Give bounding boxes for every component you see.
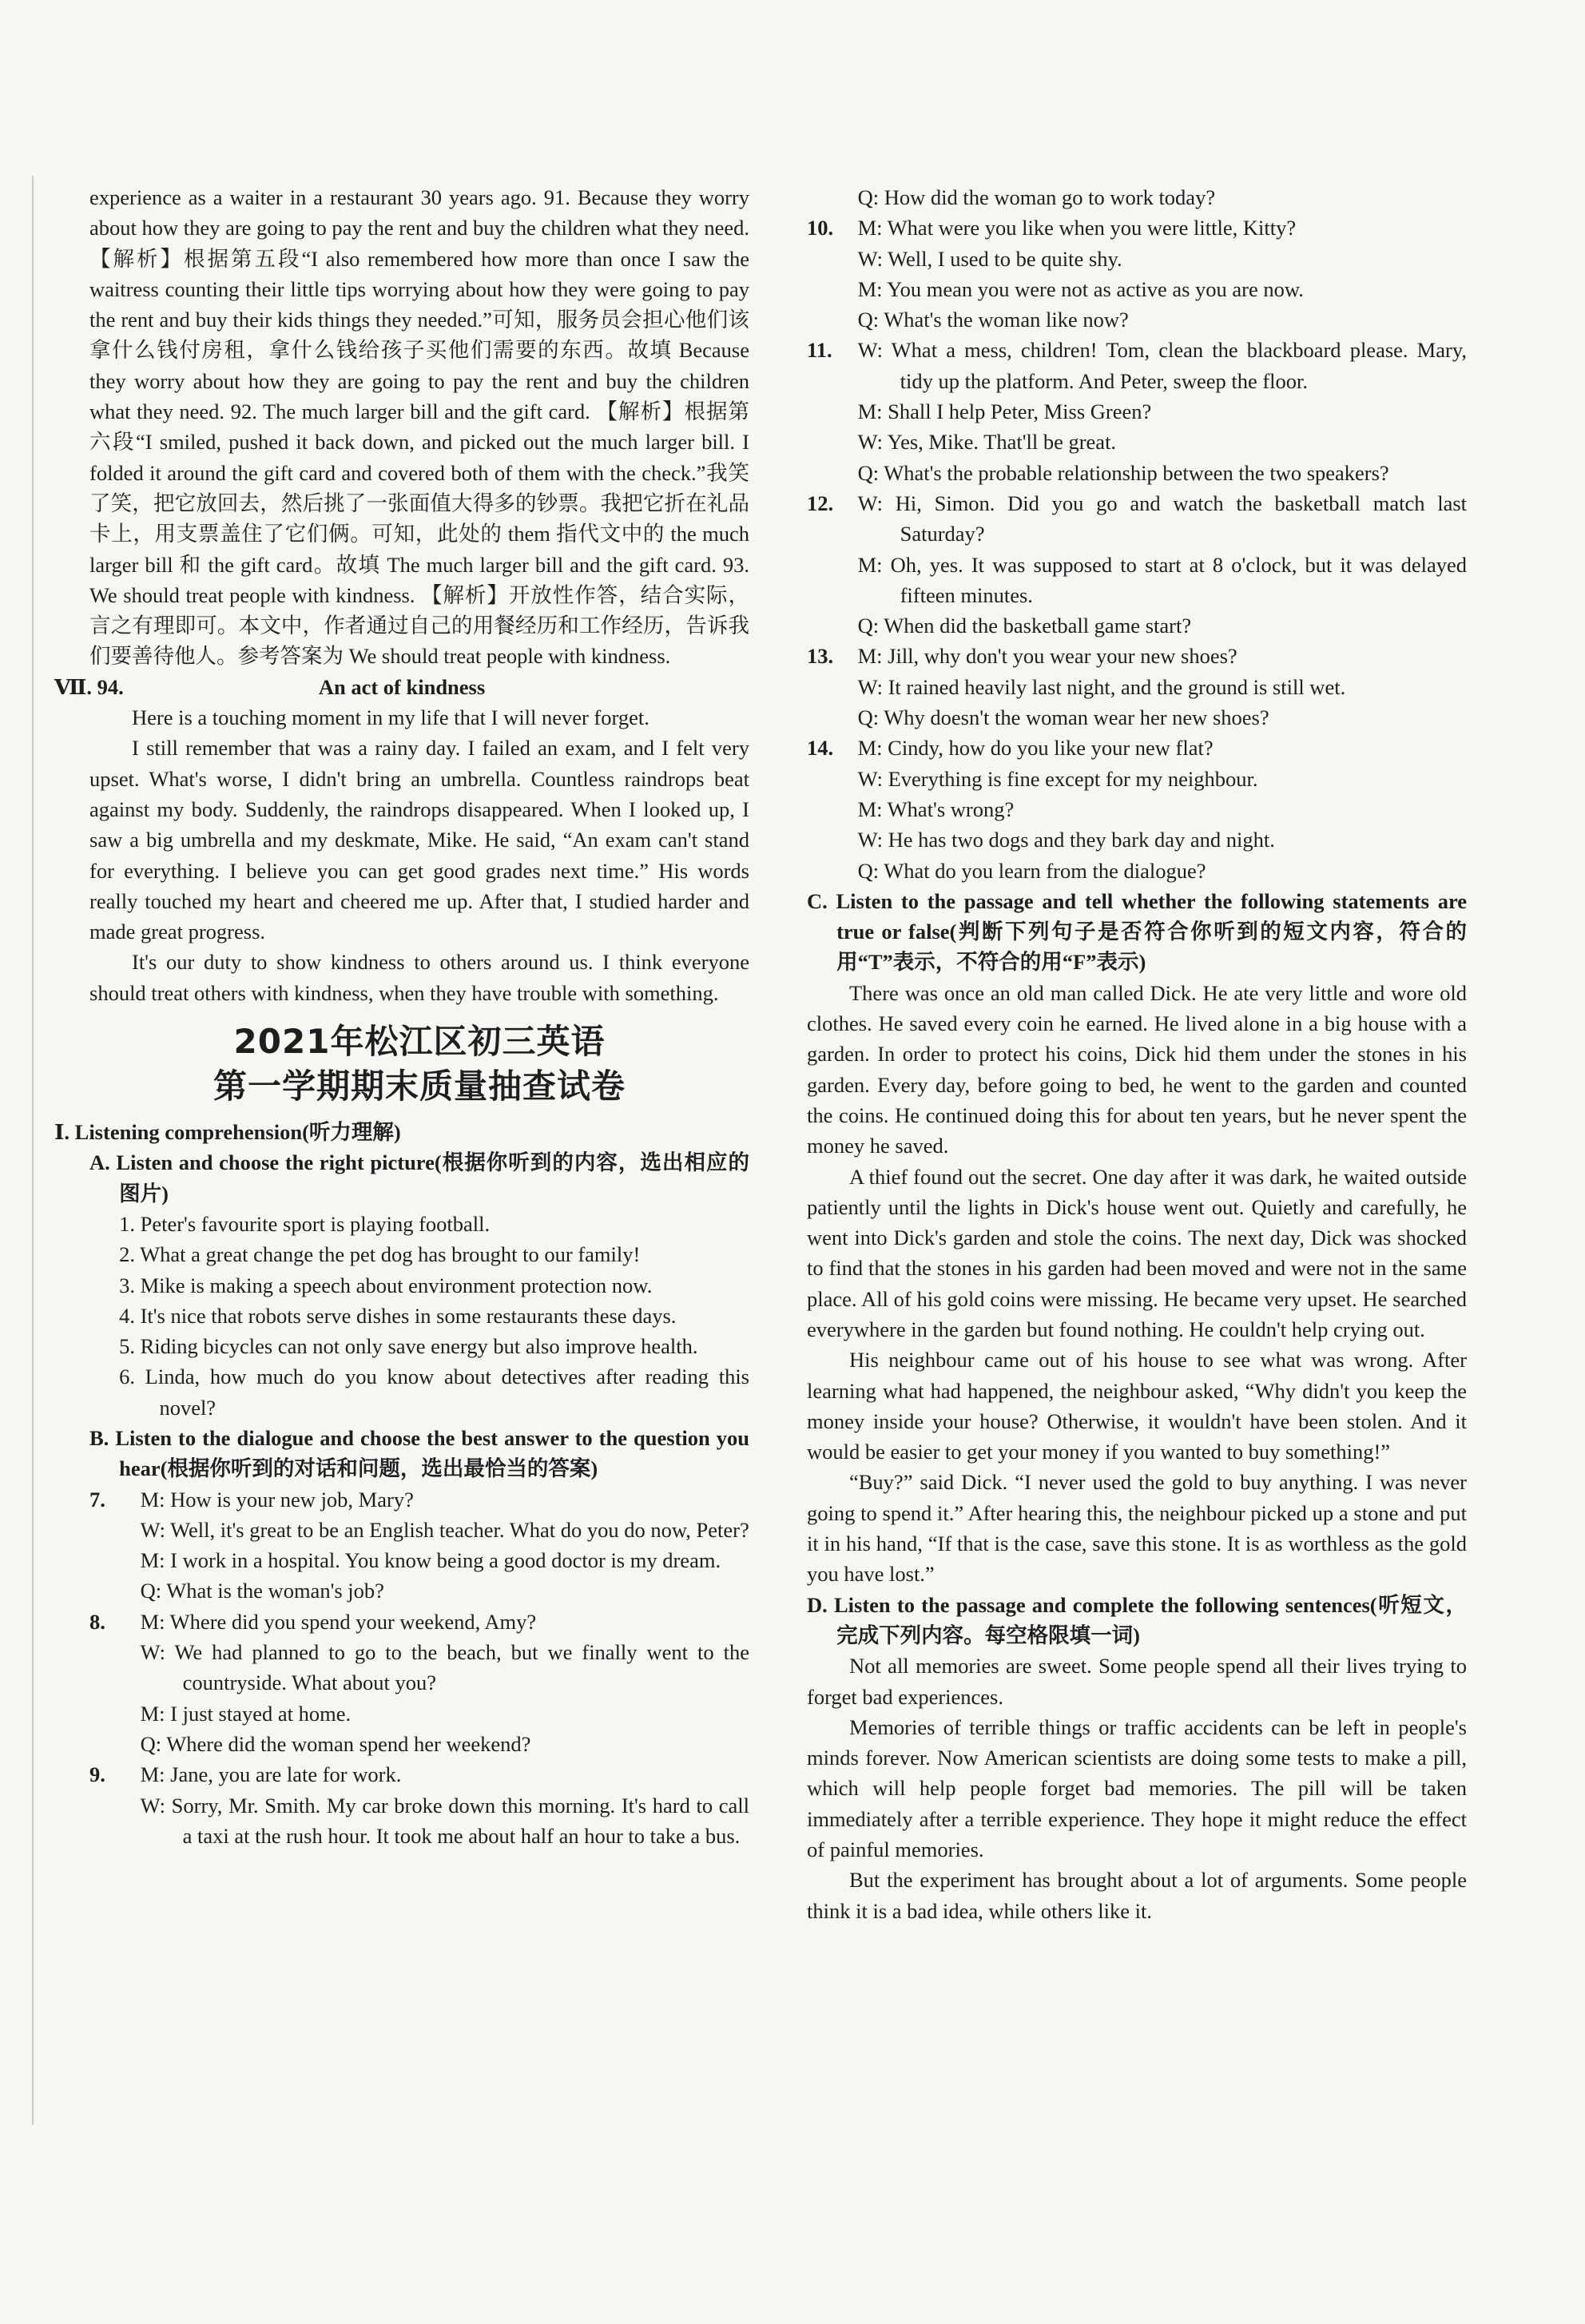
- exam-title-line1: 2021年松江区初三英语: [233, 1022, 606, 1062]
- dialogue-line: W: Hi, Simon. Did you go and watch the basketball match last Saturday?: [857, 491, 1467, 546]
- part-d-heading: D. Listen to the passage and complete the following sentences(听短文，完成下列内容。每空格限填一词): [807, 1592, 1467, 1647]
- dialogue-line: Q: What do you learn from the dialogue?: [857, 858, 1206, 883]
- part-b-heading: B. Listen to the dialogue and choose the best answer to the question you hear(根据你听到的对话和问题，选出最恰当的答案): [89, 1425, 749, 1481]
- left-column: [54, 182, 749, 1851]
- part-a-item: 1. Peter's favourite sport is playing football.: [119, 1211, 491, 1236]
- dialogue-line: M: Jill, why don't you wear your new shoes?: [857, 644, 1237, 669]
- dialogue-line: W: He has two dogs and they bark day and night.: [857, 828, 1275, 852]
- part-d-paragraph: Not all memories are sweet. Some people spend all their lives trying to forget bad experiences.: [807, 1654, 1467, 1709]
- dialogue-line: Q: What's the woman like now?: [857, 308, 1129, 332]
- part-a-item: 2. What a great change the pet dog has brought to our family!: [119, 1242, 641, 1267]
- essay-paragraph: Here is a touching moment in my life that I will never forget.: [132, 705, 649, 730]
- exam-title: [89, 1019, 749, 1109]
- dialogue-line: W: Everything is fine except for my neighbour.: [857, 766, 1258, 791]
- answer-block: experience as a waiter in a restaurant 30 years ago. 91. Because they worry about how they are going to pay the rent and buy the children what they need. 【解析】根据第五段“I also remembered how more than once I saw the waitress counting their little tips worrying about how they were going to pay the rent and buy their kids things they needed.”可知，服务员会担心他们该拿什么钱付房租，拿什么钱给孩子买他们需要的东西。故填 Because they worry about how they are going to pay the rent and buy the children what they need. 92. The much larger bill and the gift card. 【解析】根据第六段“I smiled, pushed it back down, and picked out the much larger bill. I folded it around the gift card and covered both of them with the check.”我笑了笑，把它放回去，然后挑了一张面值大得多的钞票。我把它折在礼品卡上，用支票盖住了它们俩。可知，此处的 them 指代文中的 the much larger bill 和 the gift card。故填 The much larger bill and the gift card. 93. We should treat people with kindness. 【解析】开放性作答，结合实际，言之有理即可。本文中，作者通过自己的用餐经历和工作经历，告诉我们要善待他人。参考答案为 We should treat people with kindness.: [89, 185, 749, 669]
- section-heading-listening: Ⅰ. Listening comprehension(听力理解): [54, 1120, 401, 1145]
- dialogue-number: 8.: [89, 1609, 105, 1634]
- dialogue-9-question: Q: How did the woman go to work today?: [857, 185, 1216, 209]
- dialogue-line: M: How is your new job, Mary?: [140, 1487, 414, 1512]
- essay-paragraph: It's our duty to show kindness to others around us. I think everyone should treat others with kindness, when they have trouble with something.: [89, 950, 749, 1005]
- page-binding-edge: [32, 176, 34, 2125]
- part-c-paragraph: There was once an old man called Dick. He ate very little and wore old clothes. He saved every coin he earned. He lived alone in a big house with a garden. In order to protect his coins, Dick hid them under the stones in his garden. Every day, before going to bed, he went to the garden and counted the coins. He continued doing this for about ten years, but he never spent the money he saved.: [807, 980, 1467, 1158]
- dialogue-14: [807, 733, 1467, 885]
- dialogue-13: [807, 641, 1467, 733]
- dialogue-line: W: Well, I used to be quite shy.: [857, 246, 1122, 271]
- dialogue-9: [89, 1759, 749, 1851]
- dialogue-number: 14.: [807, 736, 834, 761]
- dialogue-line: M: I just stayed at home.: [140, 1701, 352, 1726]
- part-c-heading: C. Listen to the passage and tell whether the following statements are true or false(判断下列句子是否符合你听到的短文内容，符合的用“T”表示，不符合的用“F”表示): [807, 888, 1467, 975]
- dialogue-line: W: What a mess, children! Tom, clean the blackboard please. Mary, tidy up the platform. And Peter, sweep the floor.: [857, 338, 1467, 393]
- part-c-paragraph: His neighbour came out of his house to see what was wrong. After learning what had happened, the neighbour asked, “Why didn't you keep the money inside your house? Otherwise, it wouldn't have been stolen. And it would be easier to get your money if you wanted to buy something!”: [807, 1348, 1467, 1464]
- part-c-paragraph: A thief found out the secret. One day after it was dark, he waited outside patiently until the lights in Dick's house went out. Quietly and carefully, he went into Dick's garden and stole the coins. The next day, Dick was shocked to find that the stones in his garden had been moved and were not in the same place. All of his gold coins were missing. He became very upset. He searched everywhere in the garden but found nothing. He couldn't help crying out.: [807, 1164, 1467, 1341]
- dialogue-8: [89, 1607, 749, 1759]
- dialogue-line: M: What were you like when you were little, Kitty?: [857, 216, 1297, 240]
- dialogue-line: Q: When did the basketball game start?: [857, 614, 1192, 638]
- dialogue-number: 12.: [807, 491, 834, 515]
- part-a-heading: A. Listen and choose the right picture(根据你听到的内容，选出相应的图片): [89, 1150, 749, 1206]
- part-a-item: 5. Riding bicycles can not only save energy but also improve health.: [119, 1334, 698, 1359]
- dialogue-number: 10.: [807, 216, 834, 240]
- part-a-item: 3. Mike is making a speech about environment protection now.: [119, 1273, 653, 1297]
- dialogue-line: W: Sorry, Mr. Smith. My car broke down this morning. It's hard to call a taxi at the rush hour. It took me about half an hour to take a bus.: [140, 1793, 749, 1848]
- dialogue-line: Q: Why doesn't the woman wear her new shoes?: [857, 705, 1269, 730]
- essay-number: Ⅶ. 94.: [54, 674, 124, 699]
- dialogue-12: [807, 488, 1467, 641]
- part-d-paragraph: But the experiment has brought about a lot of arguments. Some people think it is a bad idea, while others like it.: [807, 1868, 1467, 1923]
- dialogue-number: 9.: [89, 1762, 105, 1787]
- part-a-item: 4. It's nice that robots serve dishes in some restaurants these days.: [119, 1303, 677, 1328]
- dialogue-line: W: Yes, Mike. That'll be great.: [857, 430, 1117, 455]
- dialogue-line: Q: Where did the woman spend her weekend?: [140, 1731, 531, 1756]
- dialogue-line: M: Where did you spend your weekend, Amy?: [140, 1609, 537, 1634]
- dialogue-line: M: I work in a hospital. You know being a good doctor is my dream.: [140, 1548, 721, 1573]
- dialogue-line: W: We had planned to go to the beach, but we finally went to the countryside. What about you?: [140, 1640, 749, 1695]
- dialogue-number: 13.: [807, 644, 834, 669]
- part-a-item: 6. Linda, how much do you know about detectives after reading this novel?: [119, 1365, 749, 1420]
- exam-title-line2: 第一学期期末质量抽查试卷: [213, 1067, 626, 1106]
- part-d-paragraph: Memories of terrible things or traffic accidents can be left in people's minds forever. Now American scientists are doing some tests to make a pill, which will help people forget bad memories. The pill will be taken immediately after a terrible experience. They hope it might reduce the effect of painful memories.: [807, 1714, 1467, 1862]
- dialogue-11: [807, 335, 1467, 487]
- dialogue-line: W: It rained heavily last night, and the ground is still wet.: [857, 674, 1346, 699]
- dialogue-line: M: What's wrong?: [857, 797, 1015, 821]
- dialogue-line: Q: What is the woman's job?: [140, 1579, 384, 1603]
- dialogue-line: W: Well, it's great to be an English teacher. What do you do now, Peter?: [140, 1517, 749, 1542]
- dialogue-line: M: You mean you were not as active as you are now.: [857, 276, 1304, 301]
- right-column: [807, 182, 1467, 1926]
- dialogue-line: M: Cindy, how do you like your new flat?: [857, 736, 1214, 761]
- dialogue-number: 7.: [89, 1487, 105, 1512]
- dialogue-line: Q: What's the probable relationship between the two speakers?: [857, 460, 1389, 485]
- essay-paragraph: I still remember that was a rainy day. I failed an exam, and I felt very upset. What's worse, I didn't bring an umbrella. Countless raindrops beat against my body. Suddenly, the raindrops disappeared. When I looked up, I saw a big umbrella and my deskmate, Mike. He said, “An exam can't stand for everything. I believe you can get good grades next time.” His words really touched my heart and cheered me up. After that, I studied harder and made great progress.: [89, 736, 749, 944]
- essay-heading: [54, 672, 749, 702]
- essay-title: An act of kindness: [318, 674, 486, 699]
- dialogue-7: [89, 1484, 749, 1607]
- dialogue-line: M: Jane, you are late for work.: [140, 1762, 402, 1787]
- dialogue-line: M: Shall I help Peter, Miss Green?: [857, 399, 1152, 424]
- dialogue-10: [807, 213, 1467, 335]
- dialogue-line: M: Oh, yes. It was supposed to start at 8 o'clock, but it was delayed fifteen minutes.: [857, 552, 1467, 607]
- dialogue-number: 11.: [807, 338, 832, 363]
- part-c-paragraph: “Buy?” said Dick. “I never used the gold to buy anything. I was never going to spend it.” After hearing this, the neighbour picked up a stone and put it in his hand, “If that is the case, save this stone. It is as worthless as the gold you have lost.”: [807, 1470, 1467, 1587]
